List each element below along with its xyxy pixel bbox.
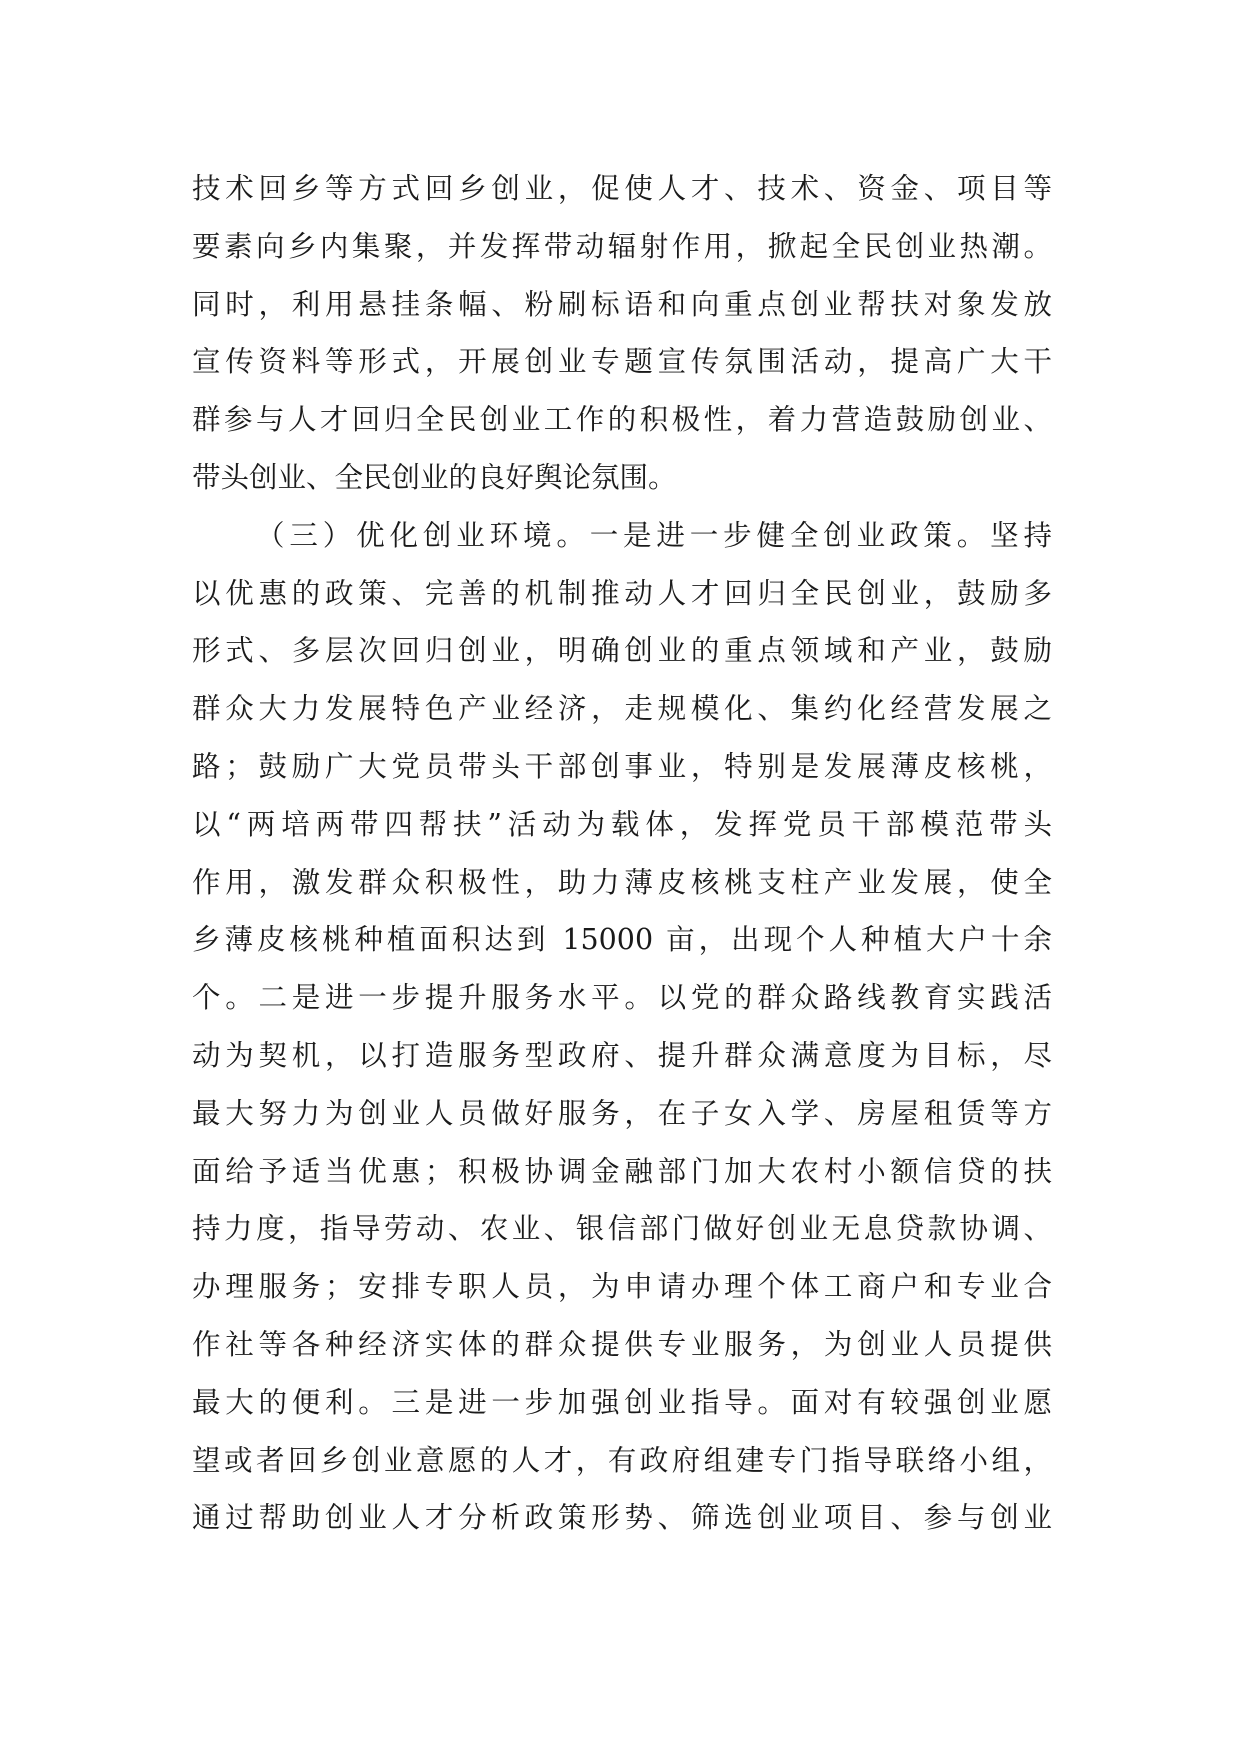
text-line: 以优惠的政策、完善的机制推动人才回归全民创业，鼓励多 (192, 576, 1052, 610)
text-line: 宣传资料等形式，开展创业专题宣传氛围活动，提高广大干 (192, 345, 1052, 379)
text-line: 持力度，指导劳动、农业、银信部门做好创业无息贷款协调、 (192, 1212, 1052, 1246)
text-line: 作社等各种经济实体的群众提供专业服务，为创业人员提供 (192, 1327, 1052, 1361)
text-line: 办理服务；安排专职人员，为申请办理个体工商户和专业合 (192, 1270, 1052, 1304)
text-line: 形式、多层次回归创业，明确创业的重点领域和产业，鼓励 (192, 634, 1052, 668)
text-line: 面给予适当优惠；积极协调金融部门加大农村小额信贷的扶 (192, 1154, 1052, 1188)
text-line: 群参与人才回归全民创业工作的积极性，着力营造鼓励创业、 (192, 403, 1052, 437)
text-line: 带头创业、全民创业的良好舆论氛围。 (192, 460, 677, 494)
text-line: （三）优化创业环境。一是进一步健全创业政策。坚持 (256, 518, 1052, 552)
text-line: 通过帮助创业人才分析政策形势、筛选创业项目、参与创业 (192, 1501, 1052, 1535)
text-line: 作用，激发群众积极性，助力薄皮核桃支柱产业发展，使全 (192, 865, 1052, 899)
text-line: 以“两培两带四帮扶”活动为载体，发挥党员干部模范带头 (192, 807, 1052, 841)
text-line: 路；鼓励广大党员带头干部创事业，特别是发展薄皮核桃， (192, 749, 1052, 783)
document-body (192, 160, 1052, 1547)
text-line: 动为契机，以打造服务型政府、提升群众满意度为目标，尽 (192, 1038, 1052, 1072)
text-line: 要素向乡内集聚，并发挥带动辐射作用，掀起全民创业热潮。 (192, 229, 1052, 263)
text-line: 同时，利用悬挂条幅、粉刷标语和向重点创业帮扶对象发放 (192, 287, 1052, 321)
text-line: 技术回乡等方式回乡创业，促使人才、技术、资金、项目等 (192, 172, 1052, 205)
text-line: 望或者回乡创业意愿的人才，有政府组建专门指导联络小组， (192, 1443, 1052, 1477)
text-line: 乡薄皮核桃种植面积达到 15000 亩，出现个人种植大户十余 (192, 923, 1052, 957)
text-line: 群众大力发展特色产业经济，走规模化、集约化经营发展之 (192, 692, 1052, 726)
text-line: 个。二是进一步提升服务水平。以党的群众路线教育实践活 (192, 981, 1052, 1015)
paragraph-1 (192, 160, 1052, 507)
text-line: 最大的便利。三是进一步加强创业指导。面对有较强创业愿 (192, 1385, 1052, 1419)
paragraph-2 (192, 507, 1052, 1547)
text-line: 最大努力为创业人员做好服务，在子女入学、房屋租赁等方 (192, 1096, 1052, 1130)
